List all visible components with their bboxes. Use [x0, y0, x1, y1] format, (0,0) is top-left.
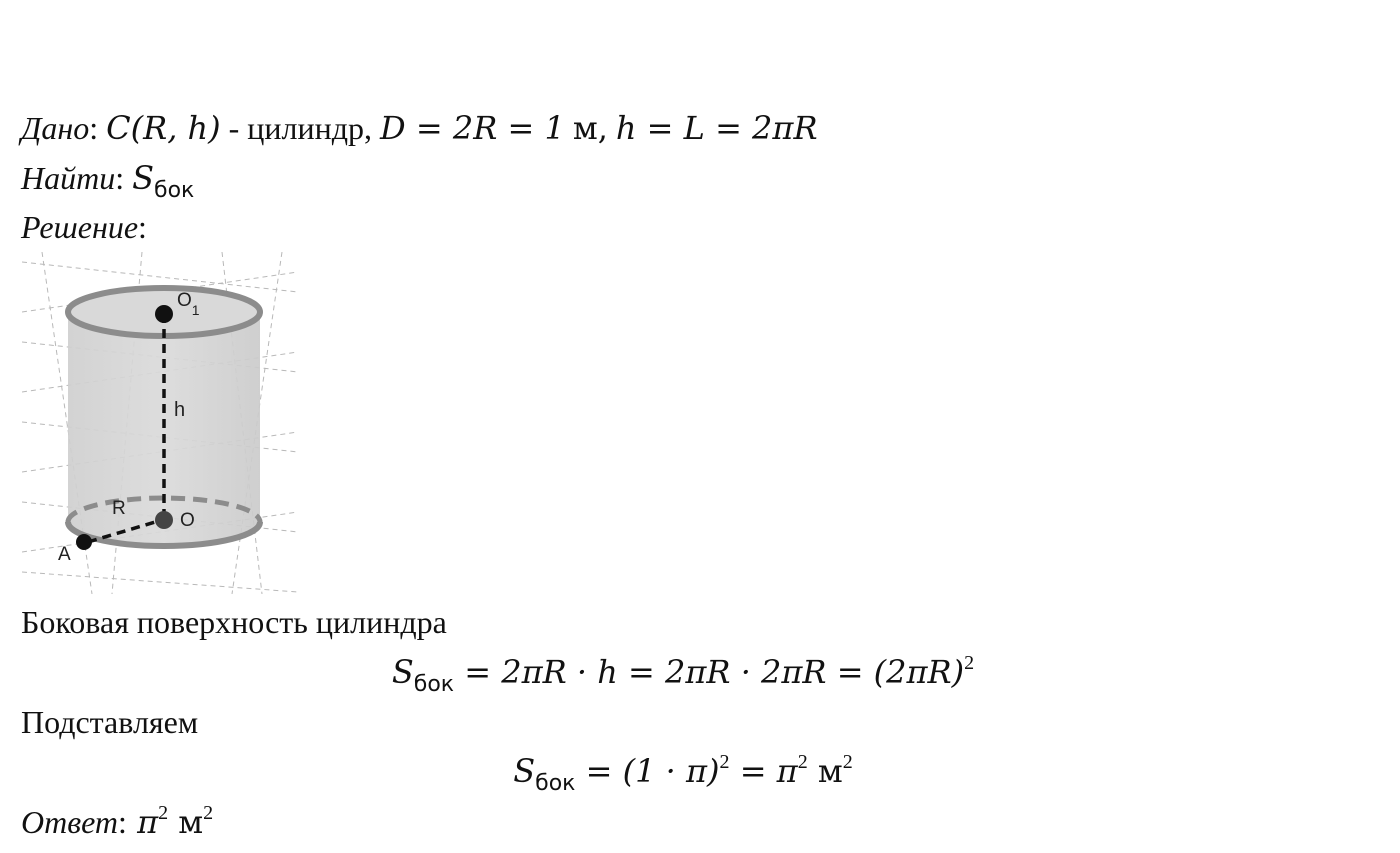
formula2-lhs: S [513, 752, 536, 790]
formula1-lhs-sub: бок [413, 672, 455, 697]
label-o: O [180, 510, 195, 531]
formula1-lhs: S [391, 653, 414, 691]
answer-unit: м [168, 803, 204, 841]
given-colon: : [89, 110, 99, 146]
label-a: A [58, 544, 71, 565]
formula2-lhs-sub: бок [535, 771, 576, 796]
solution-line [21, 207, 147, 247]
formula2-exp-b: 2 [797, 751, 808, 773]
find-var-sub: бок [154, 178, 195, 203]
point-o [155, 511, 173, 529]
find-label: Найти [21, 160, 116, 196]
text-lateral-surface: Боковая поверхность цилиндра [21, 604, 447, 640]
unit-meter: м, [572, 109, 608, 147]
diameter-condition: D = 2R = 1 [380, 109, 565, 147]
text-substitute: Подставляем [21, 704, 199, 740]
point-a [76, 534, 92, 550]
cylinder-figure [22, 252, 298, 594]
solution-label: Решение [21, 209, 139, 245]
answer-exp-unit: 2 [203, 802, 214, 824]
label-r: R [112, 498, 126, 519]
formula2-rhs-a: = (1 · π) [575, 752, 720, 790]
label-o1: $O_1$ [177, 290, 200, 318]
formula-result [0, 751, 1366, 796]
point-o1 [155, 305, 173, 323]
given-label: Дано [21, 110, 90, 146]
given-line [21, 108, 818, 148]
formula-lateral-area [0, 652, 1366, 697]
formula2-unit: м [807, 752, 843, 790]
formula1-rhs: = 2πR · h = 2πR · 2πR = (2πR) [454, 653, 965, 691]
find-var: S [132, 159, 155, 197]
find-line [21, 158, 194, 203]
answer-line [21, 802, 213, 847]
label-h: h [174, 399, 186, 421]
solution-colon: : [138, 209, 147, 245]
formula2-exp-unit: 2 [842, 751, 853, 773]
find-colon: : [115, 160, 125, 196]
formula2-rhs-b: = π [729, 752, 798, 790]
formula2-exp-a: 2 [719, 751, 730, 773]
answer-colon: : [118, 804, 127, 840]
cylinder-text: - цилиндр, [220, 110, 381, 146]
answer-value: π [126, 803, 159, 841]
answer-label: Ответ [21, 804, 118, 840]
formula1-exp: 2 [964, 652, 975, 674]
cylinder-notation: C(R, h) [106, 109, 221, 147]
height-condition: h = L = 2πR [615, 109, 818, 147]
answer-exp: 2 [158, 802, 169, 824]
